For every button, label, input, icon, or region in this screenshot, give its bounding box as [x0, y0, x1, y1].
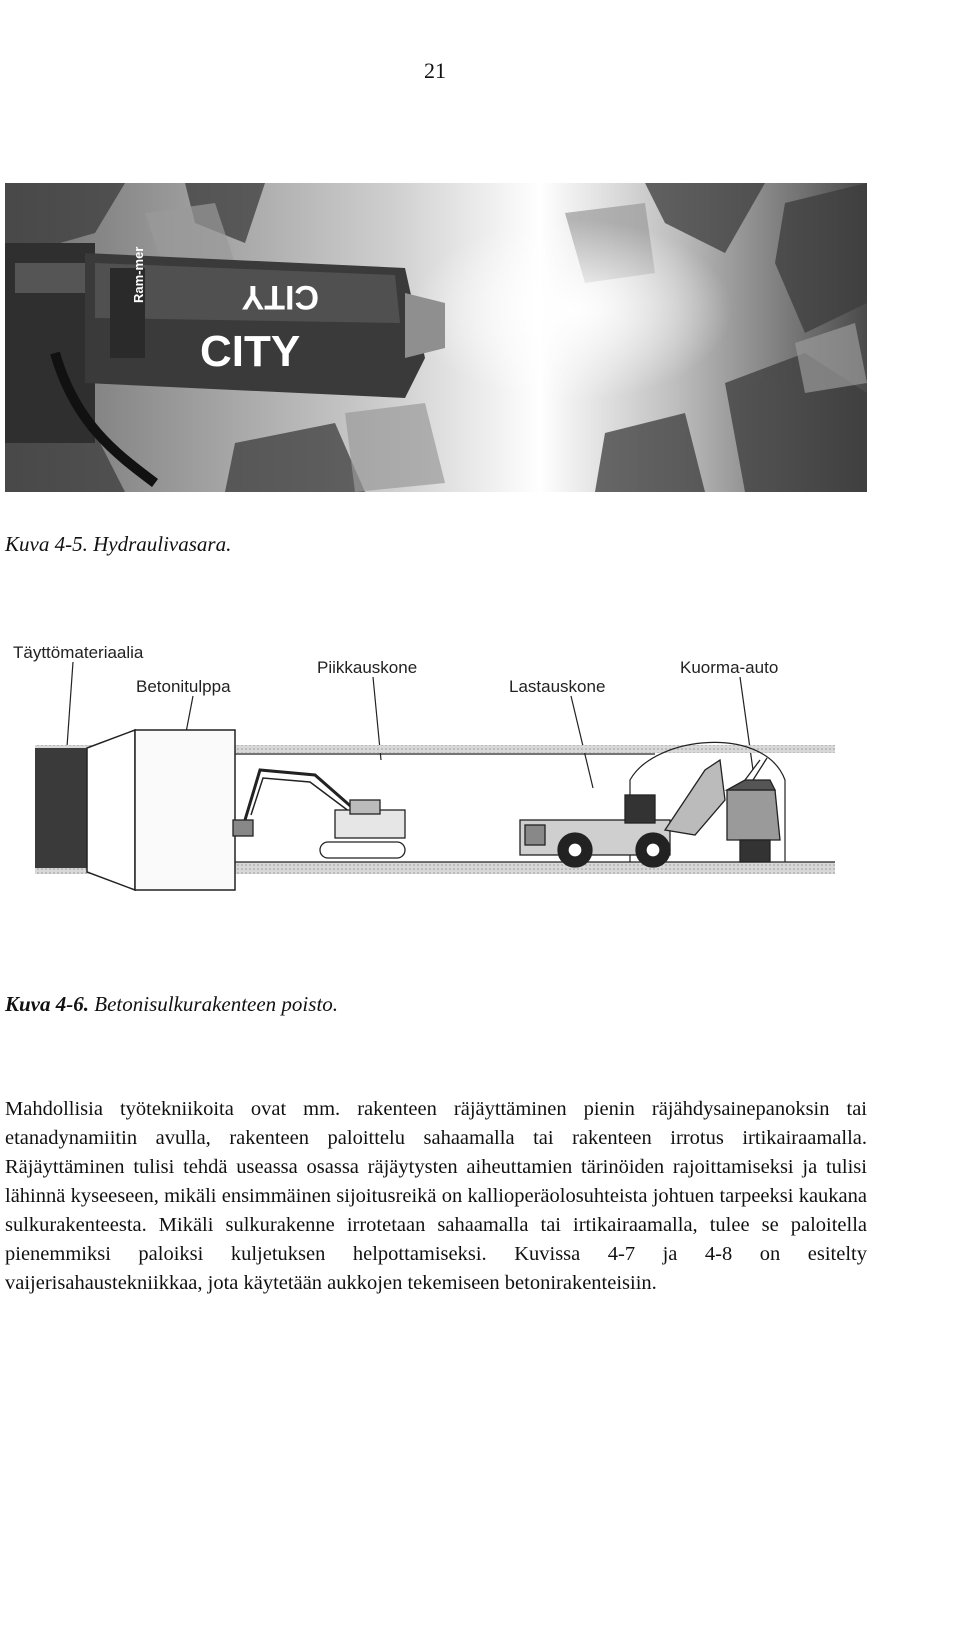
label-loader: Lastauskone	[509, 677, 606, 696]
photo-city-text-top: CITY	[241, 278, 319, 316]
truck-vehicle	[727, 758, 780, 862]
plug-removal-diagram	[5, 640, 865, 950]
page-number: 21	[424, 58, 446, 83]
label-concrete-plug: Betonitulppa	[136, 677, 231, 696]
figure-4-5-caption-text: Hydraulivasara.	[93, 532, 232, 556]
hydraulic-hammer-photo	[5, 183, 867, 492]
breaker-machine	[233, 770, 405, 858]
photo-city-text-bottom: CITY	[200, 327, 301, 376]
label-truck: Kuorma-auto	[680, 658, 779, 677]
body-paragraph: Mahdollisia työtekniikoita ovat mm. rakenteen räjäyttäminen pienin räjähdysainepanoksin tai etanadynamiitin avulla, rakenteen paloittelu sahaamalla tai rakenteen irrotus irtikairaamalla. Räjäyttäminen tulisi tehdä useassa osassa räjäytysten aiheuttamien tärinöiden rajoittamiseksi ja tulisi lähinnä kyseeseen, mikäli ensimmäinen sijoitusreikä on kallioperäolosuhteista johtuen tarpeeksi kaukana sulkurakenteesta. Mikäli sulkurakenne irrotetaan sahaamalla tai irtikairaamalla, tulee se paloitella pienemmiksi paloiksi kuljetuksen helpottamiseksi. Kuvissa 4-7 ja 4-8 on esitelty vaijerisahaustekniikkaa, jota käytetään aukkojen tekemiseen betonirakenteisiin.	[5, 1097, 867, 1294]
label-fill-material: Täyttömateriaalia	[13, 643, 144, 662]
figure-4-5-caption-label: Kuva 4-5.	[5, 532, 88, 556]
label-breaker: Piikkauskone	[317, 658, 418, 677]
figure-4-6-caption	[5, 992, 338, 1017]
figure-4-6-caption-text: Betonisulkurakenteen poisto.	[94, 992, 339, 1016]
photo-brand-text: Ram-mer	[131, 246, 146, 303]
loader-machine	[520, 760, 725, 867]
figure-4-5-caption	[5, 532, 231, 557]
figure-4-6-caption-label: Kuva 4-6.	[5, 992, 89, 1016]
